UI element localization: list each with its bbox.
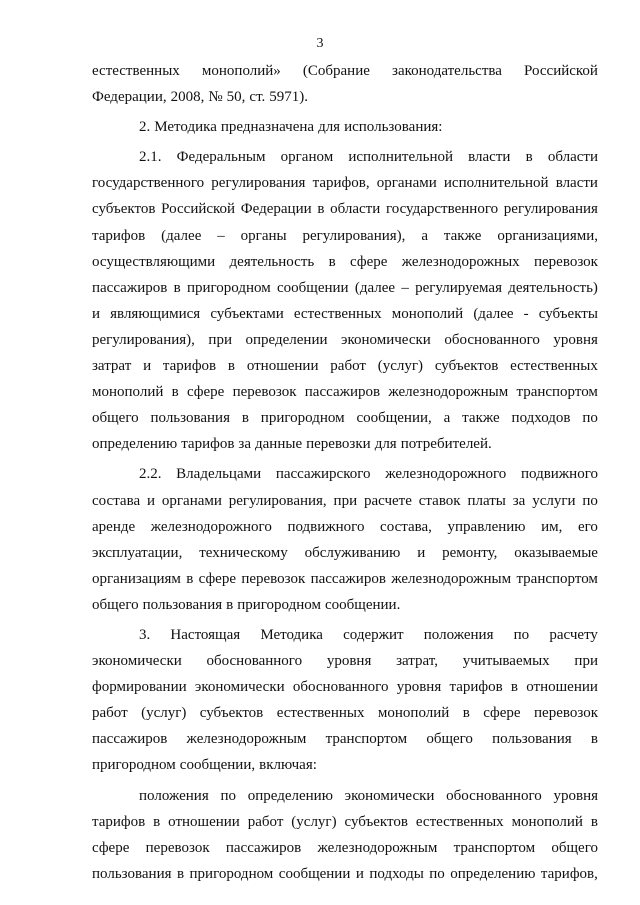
word: субъекты: [538, 305, 598, 322]
word: затрат,: [396, 653, 438, 670]
word: (услуг): [141, 705, 187, 722]
word: его: [577, 518, 598, 535]
word: субъектами: [210, 305, 284, 322]
text-line: [92, 488, 598, 514]
word: естественных: [92, 63, 180, 79]
word: (далее: [354, 279, 396, 296]
word: монополий: [377, 705, 450, 722]
word: обоснованного: [206, 653, 303, 670]
word: пассажирского: [275, 466, 371, 483]
text-line: [92, 144, 598, 170]
word: исполнительной: [443, 175, 549, 192]
text-line: [92, 835, 598, 861]
word: оказываемые: [514, 544, 598, 561]
word: сообщении,: [356, 410, 432, 427]
word: в: [227, 358, 236, 375]
text-line: [92, 861, 598, 887]
word: сфере: [186, 384, 225, 401]
text-line: [92, 353, 598, 379]
word: сфере: [483, 705, 521, 722]
word: субъектов: [92, 201, 156, 218]
word: тарифов,: [540, 865, 598, 882]
word: органом: [280, 149, 334, 166]
word: техническому: [199, 544, 288, 561]
word: железнодорожным: [186, 731, 307, 748]
text-line: [92, 379, 598, 405]
text-line: [92, 809, 598, 835]
word: монополий»: [201, 63, 281, 79]
word: Федерации,: [92, 89, 167, 106]
word: исполнительной: [348, 149, 453, 166]
text-line: [92, 648, 598, 674]
word: подходы: [369, 865, 424, 882]
word: при: [574, 653, 598, 670]
word: в: [510, 679, 519, 696]
word: органы: [240, 227, 287, 244]
text-line: [92, 674, 598, 700]
word: законодательства: [392, 63, 502, 79]
text-line: [92, 752, 598, 778]
text-line: [92, 566, 598, 592]
text-line: [92, 223, 598, 249]
word: регулирования: [211, 175, 306, 192]
word: пригородном: [237, 596, 321, 613]
word: содержит: [343, 626, 404, 643]
word: естественных: [415, 813, 504, 830]
word: перевозок: [145, 839, 210, 856]
word: пассажиров: [92, 731, 168, 748]
word: общего: [426, 731, 473, 748]
word: естественных: [276, 705, 365, 722]
word: естественных: [510, 358, 598, 375]
word: деятельность): [508, 279, 598, 296]
word: при: [333, 492, 358, 509]
text-line: [92, 461, 598, 487]
word: пригородном: [260, 410, 345, 427]
word: деятельность: [229, 253, 315, 270]
word: перевозок: [534, 253, 598, 270]
word: Методика: [260, 626, 323, 643]
word: регулирования: [503, 201, 598, 218]
word: работ: [330, 358, 366, 375]
text-line: [92, 622, 598, 648]
word: транспортом: [516, 570, 598, 587]
word: 2.: [139, 119, 151, 136]
word: государственного: [385, 201, 499, 218]
word: общего: [551, 839, 598, 856]
word: органами: [161, 492, 222, 509]
word: перевозок: [241, 570, 306, 587]
word: Владельцами: [176, 466, 262, 483]
word: Методика: [154, 119, 217, 136]
text-line: [92, 196, 598, 222]
word: железнодорожных: [401, 253, 520, 270]
text-line: [92, 170, 598, 196]
word: Федерации: [240, 201, 312, 218]
word: пассажиров: [310, 570, 386, 587]
text-line: [92, 431, 598, 457]
word: сообщении,: [179, 757, 256, 774]
word: пригородном: [186, 279, 271, 296]
word: работ: [92, 705, 128, 722]
word: отношении: [168, 813, 240, 830]
word: органами: [376, 175, 437, 192]
word: государственного: [92, 175, 205, 192]
text-line: [92, 540, 598, 566]
word: по: [582, 492, 598, 509]
word: по: [582, 410, 598, 427]
word: общего: [92, 410, 139, 427]
word: обслуживанию: [304, 544, 401, 561]
word: отношении: [526, 679, 598, 696]
word: подходов: [511, 410, 571, 427]
word: экономически: [92, 653, 182, 670]
word: формировании: [92, 679, 187, 696]
word: сфере: [92, 839, 130, 856]
word: Российской: [161, 201, 236, 218]
word: (далее: [161, 227, 202, 244]
text-line: [92, 84, 598, 110]
word: (услуг): [377, 358, 424, 375]
word: (далее: [473, 305, 514, 322]
word: -: [523, 305, 529, 322]
text-line: [92, 249, 598, 275]
word: –: [217, 227, 225, 244]
word: предназначена: [220, 119, 315, 136]
text-line: [92, 783, 598, 809]
word: пользования: [492, 731, 572, 748]
word: власти: [468, 149, 511, 166]
word: подвижного: [520, 466, 598, 483]
word: отношении: [246, 358, 319, 375]
word: монополий: [92, 384, 164, 401]
text-line: [92, 58, 598, 84]
word: в: [590, 813, 598, 830]
text-line: [92, 327, 598, 353]
word: являющимися: [110, 305, 201, 322]
word: пользования: [150, 410, 230, 427]
word: использования:: [344, 119, 443, 136]
word: субъектов: [434, 358, 499, 375]
word: пользования: [92, 865, 172, 882]
word: транспортом: [516, 384, 598, 401]
text-line: [92, 405, 598, 431]
word: а: [421, 227, 428, 244]
word: (услуг): [291, 813, 337, 830]
word: 5971).: [269, 89, 308, 106]
word: включая:: [259, 757, 317, 774]
word: регулирования,: [228, 492, 327, 509]
word: в: [241, 410, 249, 427]
word: в: [226, 596, 234, 613]
word: железнодорожного: [150, 518, 272, 535]
word: тарифов: [449, 679, 503, 696]
word: определению: [247, 787, 333, 804]
word: затрат: [92, 358, 132, 375]
word: пассажиров: [92, 279, 168, 296]
word: Российской: [524, 63, 598, 79]
word: в: [171, 384, 179, 401]
word: –: [401, 279, 409, 296]
word: общего: [92, 596, 139, 613]
text-line: [92, 592, 598, 618]
page-number: 3: [316, 36, 324, 51]
word: экономически: [194, 679, 285, 696]
word: пассажиров: [304, 384, 381, 401]
word: Федеральным: [176, 149, 266, 166]
word: пригородном: [92, 757, 176, 774]
word: пассажиров: [225, 839, 302, 856]
word: сообщении: [278, 865, 351, 882]
word: и: [417, 544, 426, 561]
word: экономически: [344, 787, 435, 804]
word: подвижного: [287, 518, 365, 535]
word: субъектов: [199, 705, 264, 722]
word: потребителей.: [400, 436, 492, 453]
word: перевозок: [232, 384, 297, 401]
word: 3.: [139, 626, 151, 643]
word: ст.: [249, 89, 266, 106]
word: 2.1.: [139, 149, 162, 166]
word: сфере: [198, 570, 237, 587]
word: области: [547, 149, 598, 166]
word: в: [173, 279, 181, 296]
word: уровня: [326, 653, 372, 670]
word: платы: [467, 492, 506, 509]
word: уровня: [396, 679, 442, 696]
word: естественных: [293, 305, 382, 322]
word: перевозок: [534, 705, 598, 722]
word: области: [330, 201, 381, 218]
word: при: [208, 331, 232, 348]
text-line: [92, 700, 598, 726]
word: а: [443, 410, 451, 427]
word: за: [512, 492, 526, 509]
word: перевозки: [306, 436, 371, 453]
word: определении: [245, 331, 328, 348]
word: тарифов: [92, 227, 146, 244]
text-line: [92, 301, 598, 327]
word: и: [355, 865, 364, 882]
word: положения: [139, 787, 209, 804]
word: тарифов: [181, 436, 235, 453]
word: субъектов: [344, 813, 408, 830]
word: ставок: [418, 492, 461, 509]
word: тарифов,: [312, 175, 370, 192]
word: обоснованного: [444, 331, 540, 348]
word: и: [92, 305, 101, 322]
word: за: [238, 436, 252, 453]
word: сфере: [350, 253, 388, 270]
word: тарифов: [92, 813, 146, 830]
word: данные: [255, 436, 303, 453]
word: услуги: [532, 492, 576, 509]
text-line: [92, 114, 598, 140]
word: расчету: [549, 626, 598, 643]
word: транспортом: [325, 731, 408, 748]
word: обоснованного: [446, 787, 542, 804]
word: в: [176, 865, 185, 882]
word: в: [317, 201, 325, 218]
word: аренде: [92, 518, 136, 535]
word: регулируемая: [415, 279, 502, 296]
word: в: [186, 570, 194, 587]
document-body: [92, 58, 598, 887]
word: уровня: [553, 331, 598, 348]
word: по: [429, 865, 445, 882]
word: управлению: [447, 518, 526, 535]
word: в: [153, 813, 161, 830]
word: также: [443, 227, 482, 244]
word: сообщении: [277, 279, 349, 296]
word: состава: [92, 492, 141, 509]
word: организациями,: [497, 227, 598, 244]
word: сообщении.: [325, 596, 401, 613]
word: №: [208, 89, 223, 106]
word: в: [328, 253, 336, 270]
word: определению: [450, 865, 536, 882]
word: осуществляющими: [92, 253, 216, 270]
word: организациям: [92, 570, 181, 587]
word: по: [513, 626, 530, 643]
word: обоснованного: [292, 679, 389, 696]
word: регулирования),: [92, 331, 195, 348]
word: расчете: [363, 492, 412, 509]
word: им,: [541, 518, 563, 535]
text-line: [92, 275, 598, 301]
text-line: [92, 726, 598, 752]
word: 2008,: [170, 89, 205, 106]
word: железнодорожного: [385, 466, 507, 483]
word: экономически: [341, 331, 431, 348]
word: транспортом: [453, 839, 536, 856]
word: в: [462, 705, 470, 722]
word: пользования: [142, 596, 223, 613]
word: железнодорожным: [388, 384, 509, 401]
word: в: [590, 731, 598, 748]
word: 50,: [226, 89, 246, 106]
word: и: [143, 358, 152, 375]
word: пригородном: [189, 865, 274, 882]
word: 2.2.: [139, 466, 162, 483]
word: положения: [423, 626, 494, 643]
word: в: [525, 149, 533, 166]
word: тарифов: [162, 358, 217, 375]
word: по: [220, 787, 236, 804]
word: для: [374, 436, 397, 453]
word: регулирования),: [302, 227, 406, 244]
word: монополий: [511, 813, 583, 830]
word: учитываемых: [462, 653, 550, 670]
word: ремонту,: [442, 544, 498, 561]
word: (Собрание: [302, 63, 370, 79]
word: железнодорожным: [317, 839, 438, 856]
word: уровня: [553, 787, 598, 804]
word: и: [147, 492, 156, 509]
word: эксплуатации,: [92, 544, 183, 561]
word: состава,: [380, 518, 432, 535]
word: Настоящая: [170, 626, 241, 643]
text-line: [92, 514, 598, 540]
word: работ: [247, 813, 284, 830]
word: также: [462, 410, 500, 427]
word: железнодорожным: [391, 570, 512, 587]
word: монополий: [391, 305, 464, 322]
word: определению: [92, 436, 178, 453]
word: власти: [555, 175, 598, 192]
word: для: [318, 119, 341, 136]
